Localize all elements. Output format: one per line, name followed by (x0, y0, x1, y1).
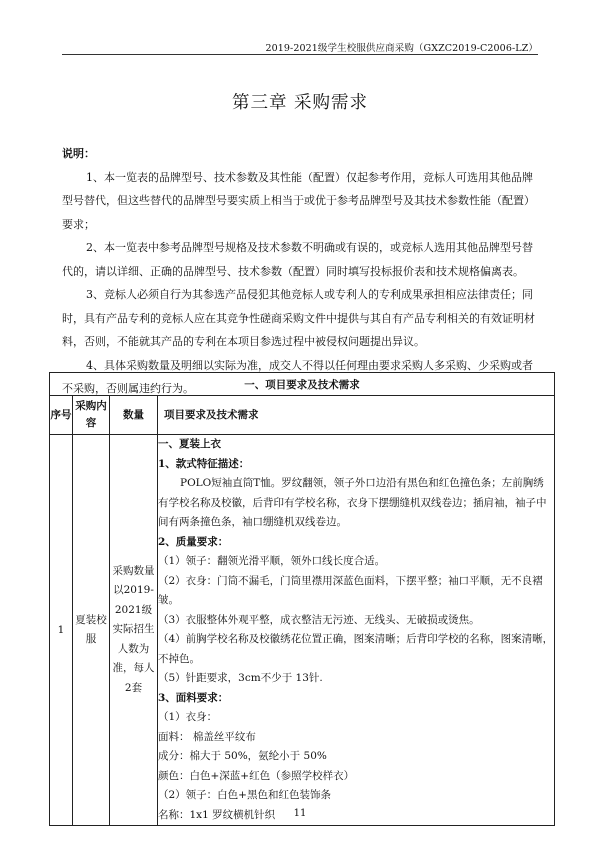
req-quality-5: （5）针距要求，3cm不少于 13针. (158, 672, 323, 684)
req-fabric-color: 颜色：白色+深蓝+红色（参照学校样衣） (158, 769, 355, 782)
table-row (50, 435, 555, 826)
req-collar: （2）领子：白色+黑色和红色装饰条 (158, 789, 331, 801)
req-summer-top-heading: 一、夏装上衣 (158, 438, 221, 450)
header-qty: 数量 (110, 396, 158, 435)
row-qty: 采购数量以2019-2021级实际招生人数为准，每人2套 (110, 435, 158, 826)
req-style-text: POLO短袖直筒T恤。罗纹翻领，领子外口边沿有黑色和红色撞色条；左前胸绣有学校名称及校徽，后背印有学校名称，衣身下摆绷缝机双线卷边；插肩袖，袖子中间有两条撞色条，袖口绷缝机双线卷边。 (158, 477, 547, 528)
row-content: 夏装校服 (73, 435, 110, 826)
req-quality-heading: 2、质量要求： (158, 535, 229, 548)
req-quality-4: （4）前胸学校名称及校徽绣花位置正确，图案清晰；后背印学校的名称，图案清晰，不掉色。 (158, 633, 554, 665)
row-no: 1 (50, 435, 73, 826)
req-quality-2: （2）衣身：门筒不漏毛，门筒里襟用深蓝色面料，下摆平整；袖口平顺，无不良褶皱。 (158, 574, 543, 606)
header-no: 序号 (50, 396, 73, 435)
req-collar-name: 名称：1x1 罗纹横机针织 (158, 808, 276, 821)
note-item-4: 4、具体采购数量及明细以实际为准，成交人不得以任何理由要求采购人多采购、少采购或者不采购，否则属违约行为。 (62, 358, 533, 395)
notes-label: 说明： (62, 147, 95, 160)
table-section-title: 一、项目要求及技术需求 (50, 373, 555, 396)
req-style-heading: 1、款式特征描述： (158, 457, 250, 470)
note-item-2: 2、本一览表中参考品牌型号规格及技术参数不明确或有误的，或竞标人选用其他品牌型号替代的，请以详细、正确的品牌型号、技术参数（配置）同时填写投标报价表和技术规格偏离表。 (62, 241, 533, 278)
row-requirements (158, 435, 555, 826)
page-number: 11 (293, 808, 307, 819)
req-fabric-composition: 成分：棉大于 50%，氨纶小于 50% (158, 750, 327, 762)
req-quality-1: （1）领子：翻领光滑平顺，领外口线长度合适。 (158, 555, 386, 567)
req-fabric-material: 面料： 棉盖丝平纹布 (158, 730, 256, 743)
req-fabric-body: （1）衣身： (158, 711, 218, 723)
notes-section (62, 142, 540, 401)
header-requirements: 项目要求及技术需求 (158, 396, 555, 435)
note-item-3: 3、竞标人必须自行为其参选产品侵犯其他竞标人或专利人的专利成果承担相应法律责任；同时，具有产品专利的竞标人应在其竞争性磋商采购文件中提供与其自有产品专利相关的有效证明材料，否则，不能就其产品的专利在本项目参选过程中被侵权问题提出异议。 (62, 288, 535, 348)
page-header: 2019-2021级学生校服供应商采购（GXZC2019-C2006-LZ） (265, 43, 538, 54)
chapter-title: 第三章 采购需求 (231, 93, 369, 113)
requirements-table (49, 372, 555, 826)
header-content: 采购内容 (73, 396, 110, 435)
note-item-1: 1、本一览表的品牌型号、技术参数及其性能（配置）仅起参考作用，竞标人可选用其他品牌型号替代，但这些替代的品牌型号要实质上相当于或优于参考品牌型号及其技术参数性能（配置）要求； (62, 170, 535, 231)
header-rule (62, 54, 538, 55)
req-fabric-heading: 3、面料要求： (158, 691, 229, 704)
req-quality-3: （3）衣服整体外观平整，成衣整洁无污迹、无线头、无破损或烫焦。 (158, 613, 480, 626)
